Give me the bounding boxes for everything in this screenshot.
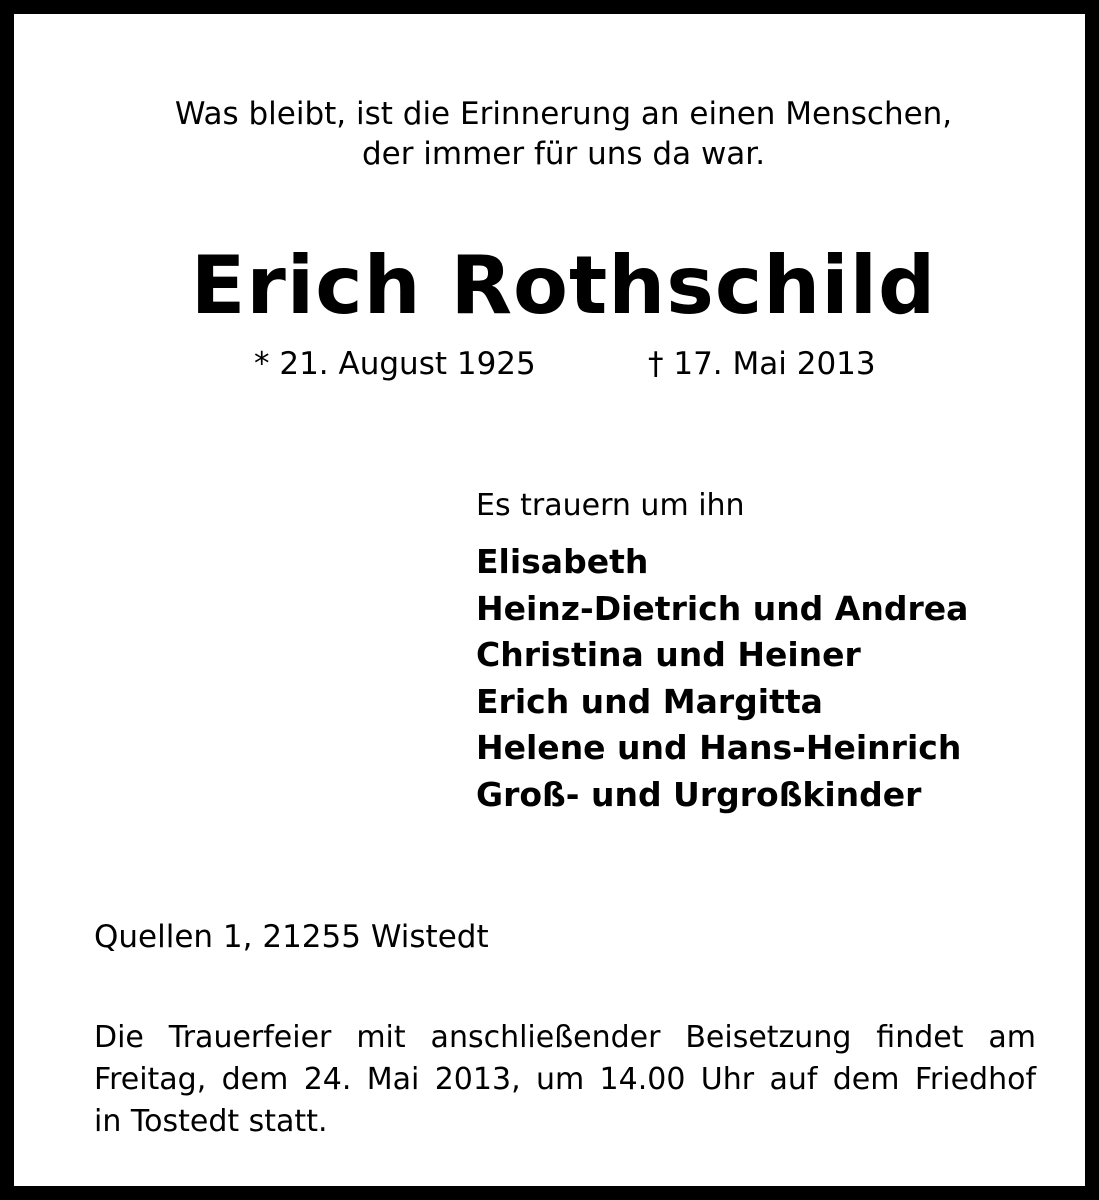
mourner-name: Groß- und Urgroßkinder	[476, 774, 922, 814]
motto-line-1: Was bleibt, ist die Erinnerung an einen Menschen,	[174, 96, 953, 132]
ceremony-line: Freitag, dem 24. Mai 2013, um 14.00 Uhr auf dem Friedhof	[94, 1062, 1036, 1097]
mourner-name: Heinz-Dietrich und Andrea	[476, 588, 969, 628]
mourner-name: Erich und Margitta	[476, 681, 823, 721]
motto-line-2: der immer für uns da war.	[361, 136, 766, 172]
ceremony-notice	[94, 1017, 1036, 1143]
deceased-name: Erich Rothschild	[190, 239, 937, 332]
mourner-name: Christina und Heiner	[476, 635, 861, 674]
mourner-name: Elisabeth	[476, 542, 649, 581]
mourners-list	[476, 539, 968, 818]
birth-date: * 21. August 1925	[254, 346, 536, 382]
mourners-intro: Es trauern um ihn	[476, 488, 745, 523]
death-date: † 17. Mai 2013	[648, 346, 876, 382]
address: Quellen 1, 21255 Wistedt	[94, 919, 489, 955]
ceremony-line: in Tostedt statt.	[94, 1104, 328, 1139]
mourner-name: Helene und Hans-Heinrich	[476, 728, 962, 767]
ceremony-line: Die Trauerfeier mit anschließender Beisetzung findet am	[94, 1020, 1036, 1055]
